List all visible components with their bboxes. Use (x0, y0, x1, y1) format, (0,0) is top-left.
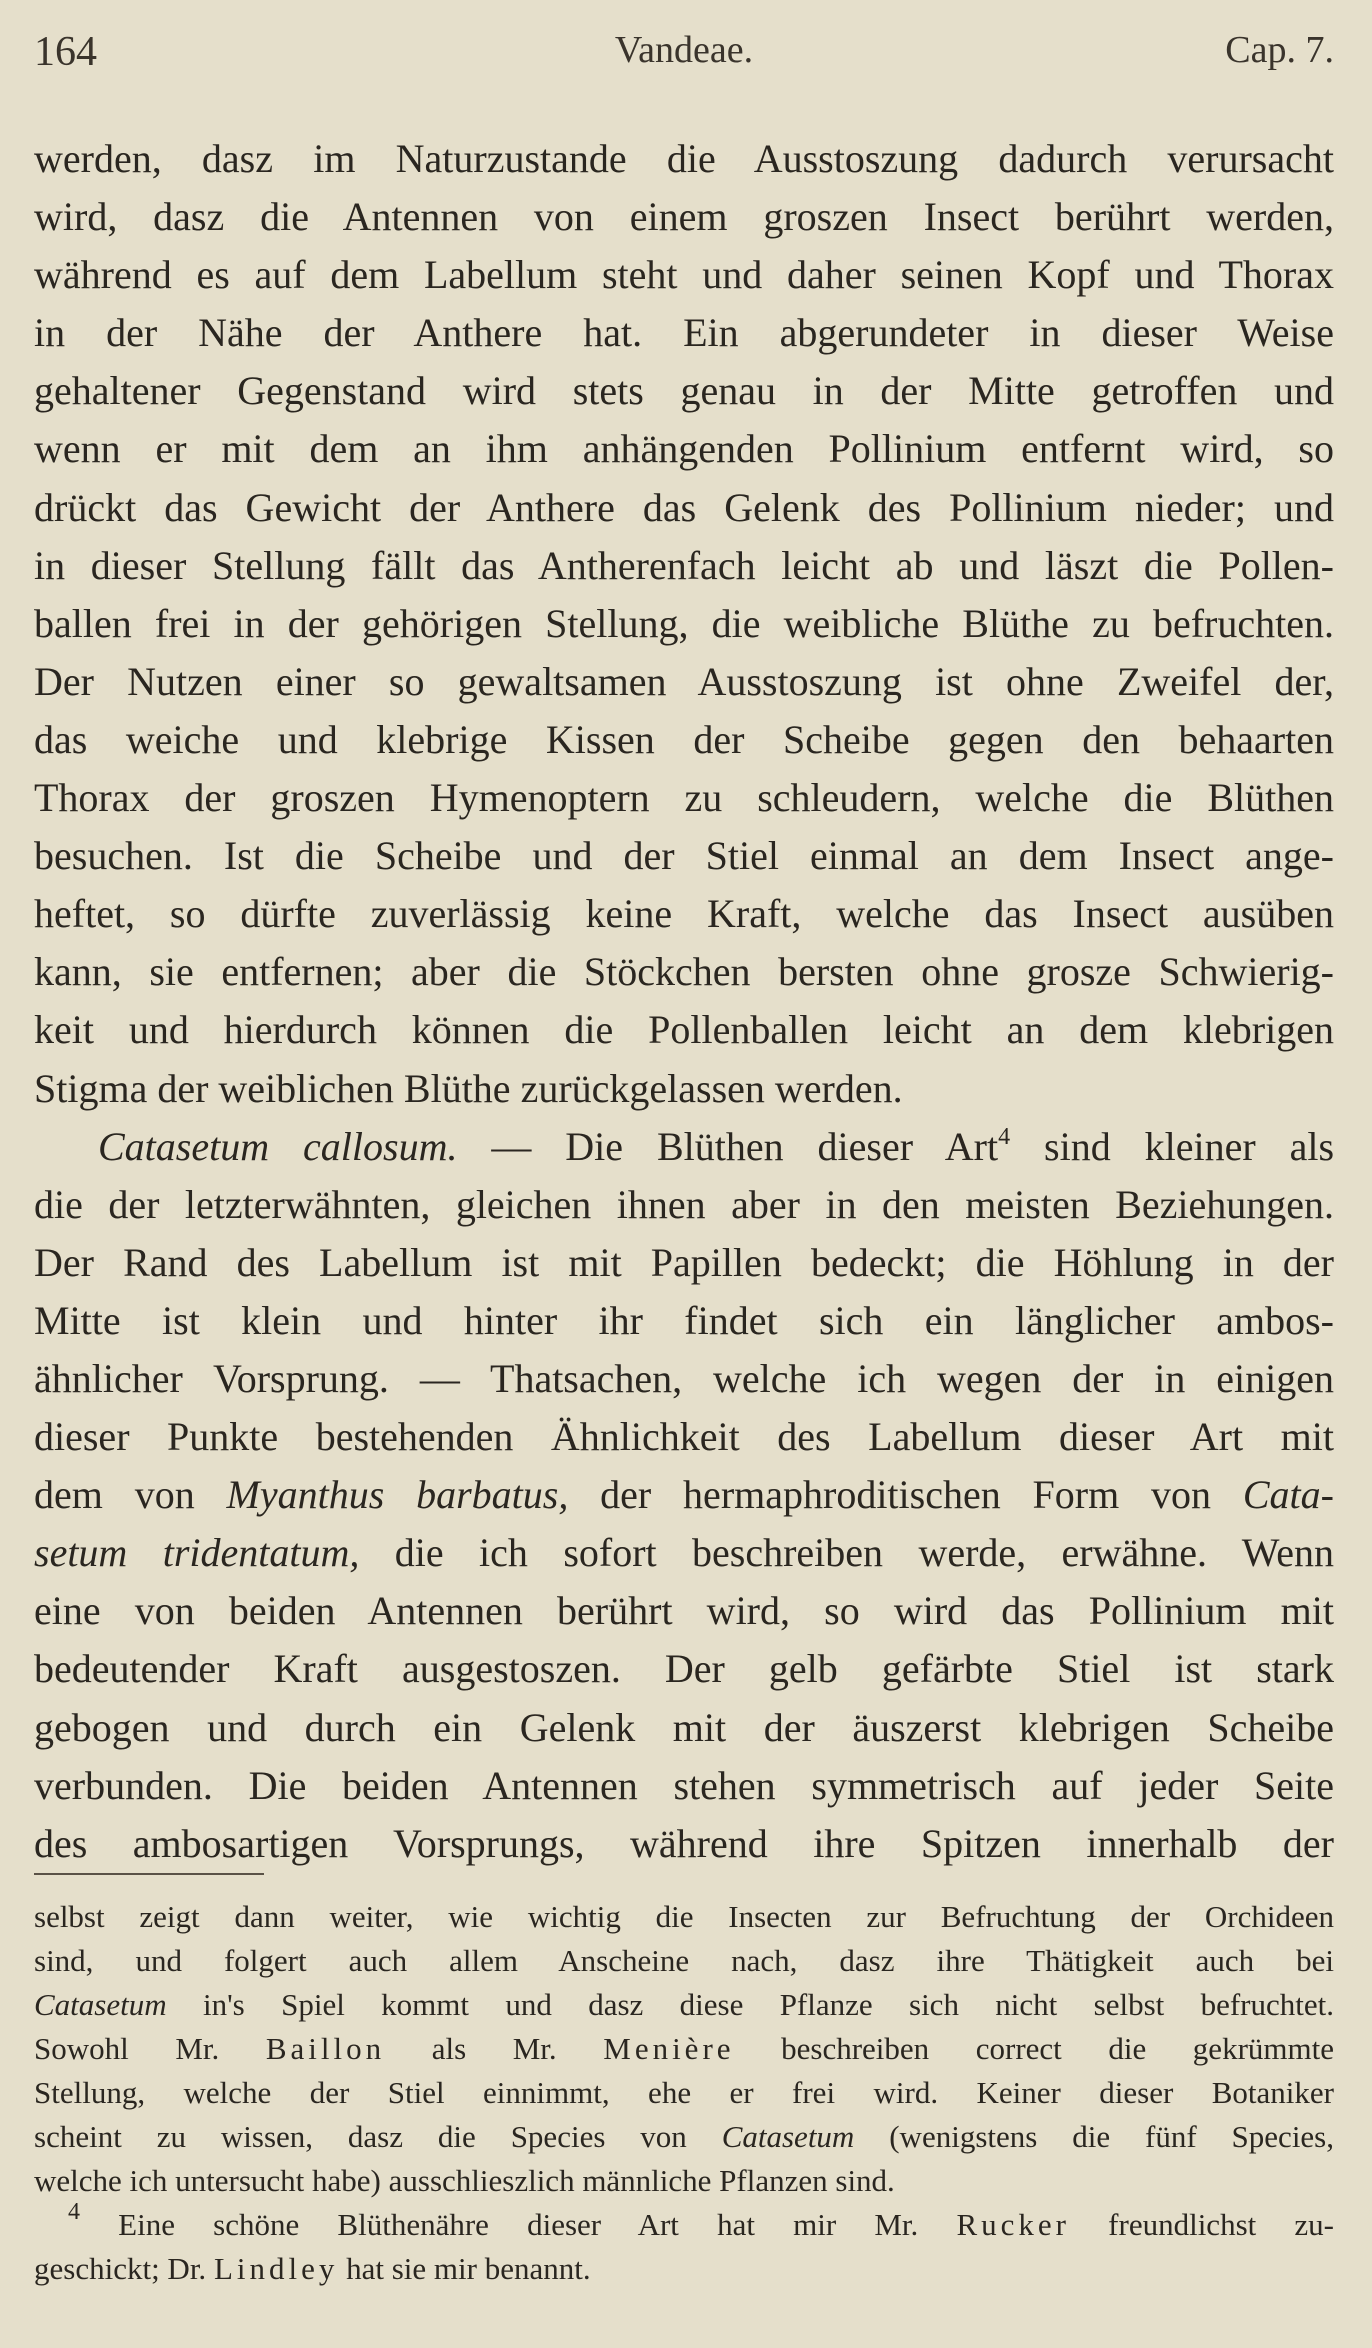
text-span: freundlichst zu- (1070, 2207, 1334, 2242)
footnote-line (34, 2247, 1334, 2291)
text-span: Sowohl Mr. (34, 2031, 266, 2066)
text-span: hat sie mir benannt. (338, 2251, 591, 2286)
running-title: Vandeae. (614, 29, 754, 71)
text-line: gebogen und durch ein Gelenk mit der äuszerst klebrigen Scheibe (34, 1704, 1334, 1750)
text-line: Stigma der weiblichen Blüthe zurückgelassen werden. (34, 1065, 903, 1111)
footnote-line (34, 1983, 1334, 2027)
text-line: Thorax der groszen Hymenoptern zu schleudern, welche die Blüthen (34, 775, 1334, 821)
text-line: ballen frei in der gehörigen Stellung, die weibliche Blüthe zu befruchten. (34, 600, 1334, 646)
text-span: beschreiben correct die gekrümmte (734, 2031, 1334, 2066)
text-line: besuchen. Ist die Scheibe und der Stiel einmal an dem Insect ange- (34, 833, 1334, 879)
text-span: als Mr. (385, 2031, 604, 2066)
text-line: das weiche und klebrige Kissen der Scheibe gegen den behaarten (34, 716, 1334, 762)
text-span: scheint zu wissen, dasz die Species von (34, 2119, 722, 2154)
footnote-line: Stellung, welche der Stiel einnimmt, ehe er frei wird. Keiner dieser Botaniker (34, 2075, 1334, 2110)
paragraph-1 (34, 130, 1334, 1118)
text-span: dem von (34, 1472, 227, 1518)
text-line: Der Rand des Labellum ist mit Papillen bedeckt; die Höhlung in der (34, 1239, 1334, 1285)
text-line: wird, dasz die Antennen von einem groszen Insect berührt werden, (34, 194, 1334, 240)
species-name: Cata- (1242, 1472, 1334, 1518)
text-line (34, 1466, 1334, 1524)
text-line: gehaltener Gegenstand wird stets genau in der Mitte getroffen und (34, 368, 1334, 414)
footnote-divider (34, 1873, 264, 1875)
person-name: Lindley (213, 2251, 339, 2286)
person-name: Rucker (956, 2207, 1070, 2242)
text-line (34, 1524, 1334, 1582)
text-span: Eine schöne Blüthenähre dieser Art hat mir Mr. (80, 2207, 957, 2242)
text-line: des ambosartigen Vorsprungs, während ihre Spitzen innerhalb der (34, 1820, 1334, 1866)
text-span: der hermaphroditischen Form von (568, 1472, 1243, 1518)
text-line: Mitte ist klein und hinter ihr findet sich ein länglicher ambos- (34, 1297, 1334, 1343)
genus-name: Catasetum (721, 2119, 855, 2154)
page-number: 164 (34, 29, 97, 75)
text-line: keit und hierdurch können die Pollenballen leicht an dem klebrigen (34, 1007, 1334, 1053)
text-line: in dieser Stellung fällt das Antherenfach leicht ab und läszt die Pollen- (34, 542, 1334, 588)
person-name: Baillon (265, 2031, 386, 2066)
text-span: in's Spiel kommt und dasz diese Pflanze sich nicht selbst befruchtet. (166, 1987, 1334, 2022)
text-line: wenn er mit dem an ihm anhängenden Pollinium entfernt wird, so (34, 426, 1334, 472)
text-line: drückt das Gewicht der Anthere das Gelenk des Pollinium nieder; und (34, 484, 1334, 530)
footnotes (34, 1895, 1334, 2291)
footnote-line: selbst zeigt dann weiter, wie wichtig die Insecten zur Befruchtung der Orchideen (34, 1899, 1334, 1934)
text-line: Der Nutzen einer so gewaltsamen Ausstoszung ist ohne Zweifel der, (34, 658, 1334, 704)
footnote-line: welche ich untersucht habe) ausschlieszlich männliche Pflanzen sind. (34, 2163, 895, 2198)
text-line: ähnlicher Vorsprung. — Thatsachen, welche ich wegen der in einigen (34, 1355, 1334, 1401)
text-span: (wenigstens die fünf Species, (854, 2119, 1334, 2154)
chapter-label: Cap. 7. (1225, 29, 1334, 71)
main-text (34, 130, 1334, 1873)
footnote-line (34, 2115, 1334, 2159)
species-name: Myanthus barbatus, (226, 1472, 569, 1518)
footnote-line (34, 2027, 1334, 2071)
text-span: — Die Blüthen dieser Art (457, 1123, 999, 1169)
text-span: geschickt; Dr. (34, 2251, 214, 2286)
paragraph-2 (34, 1118, 1334, 1873)
text-line: während es auf dem Labellum steht und daher seinen Kopf und Thorax (34, 252, 1334, 298)
text-line: die der letzterwähnten, gleichen ihnen aber in den meisten Beziehungen. (34, 1181, 1334, 1227)
footnote-line: sind, und folgert auch allem Anscheine nach, dasz ihre Thätigkeit auch bei (34, 1943, 1334, 1978)
page-header (34, 28, 1334, 88)
genus-name: Catasetum (34, 1987, 167, 2022)
footnote-line (34, 2203, 1334, 2247)
text-line: werden, dasz im Naturzustande die Ausstoszung dadurch verursacht (34, 136, 1334, 181)
text-line (34, 1118, 1334, 1176)
text-line: dieser Punkte bestehenden Ähnlichkeit des Labellum dieser Art mit (34, 1414, 1334, 1460)
person-name: Menière (603, 2031, 735, 2066)
species-name: setum tridentatum, (34, 1530, 360, 1576)
footnote-ref: 4 (998, 1123, 1011, 1150)
text-line: verbunden. Die beiden Antennen stehen symmetrisch auf jeder Seite (34, 1762, 1334, 1808)
text-line: heftet, so dürfte zuverlässig keine Kraft, welche das Insect ausüben (34, 891, 1334, 937)
text-span: sind kleiner als (1010, 1123, 1334, 1169)
text-line: kann, sie entfernen; aber die Stöckchen bersten ohne grosze Schwierig- (34, 949, 1334, 995)
text-line: bedeutender Kraft ausgestoszen. Der gelb gefärbte Stiel ist stark (34, 1646, 1334, 1692)
text-span: die ich sofort beschreiben werde, erwähne. Wenn (359, 1530, 1334, 1576)
species-name: Catasetum callosum. (98, 1123, 458, 1169)
footnote-number: 4 (68, 2203, 80, 2225)
text-line: in der Nähe der Anthere hat. Ein abgerundeter in dieser Weise (34, 310, 1334, 356)
text-line: eine von beiden Antennen berührt wird, so wird das Pollinium mit (34, 1588, 1334, 1634)
